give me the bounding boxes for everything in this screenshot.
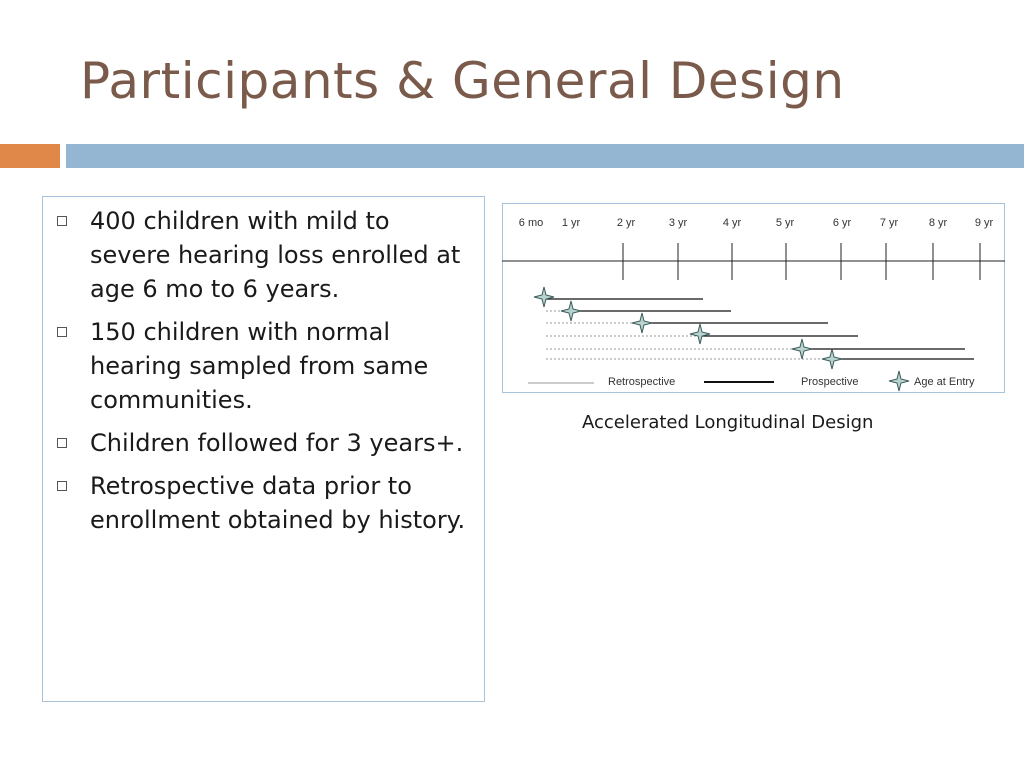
timeline-label: 1 yr: [561, 217, 581, 229]
bullet-text: 150 children with normal hearing sampled from same communities.: [90, 318, 429, 414]
longitudinal-design-diagram: [502, 203, 1005, 393]
bullet-item: [55, 315, 475, 417]
slide-title: Participants & General Design: [80, 52, 845, 110]
bullet-text: 400 children with mild to severe hearing loss enrolled at age 6 mo to 6 years.: [90, 207, 461, 303]
bullet-text: Children followed for 3 years+.: [90, 429, 464, 457]
timeline-label: 3 yr: [668, 217, 688, 229]
timeline-label: 4 yr: [722, 217, 742, 229]
legend-age-at-entry-label: Age at Entry: [914, 376, 975, 388]
square-bullet-icon: [57, 481, 67, 491]
timeline-label: 8 yr: [928, 217, 948, 229]
timeline-label: 6 mo: [518, 217, 544, 229]
bullet-list: [55, 204, 475, 546]
diagram-frame: [503, 204, 1005, 393]
square-bullet-icon: [57, 438, 67, 448]
timeline-label: 2 yr: [616, 217, 636, 229]
square-bullet-icon: [57, 216, 67, 226]
timeline-label: 9 yr: [974, 217, 994, 229]
bullet-item: [55, 469, 475, 537]
content-box: [42, 196, 485, 702]
timeline-label: 6 yr: [832, 217, 852, 229]
legend-retrospective-label: Retrospective: [608, 376, 676, 388]
title-band-accent: [0, 144, 60, 168]
bullet-item: [55, 426, 475, 460]
square-bullet-icon: [57, 327, 67, 337]
legend-prospective-label: Prospective: [801, 376, 859, 388]
diagram-caption: Accelerated Longitudinal Design: [582, 412, 874, 433]
timeline-label: 5 yr: [775, 217, 795, 229]
bullet-text: Retrospective data prior to enrollment obtained by history.: [90, 472, 466, 534]
title-band: [66, 144, 1024, 168]
timeline-label: 7 yr: [879, 217, 899, 229]
bullet-item: [55, 204, 475, 306]
